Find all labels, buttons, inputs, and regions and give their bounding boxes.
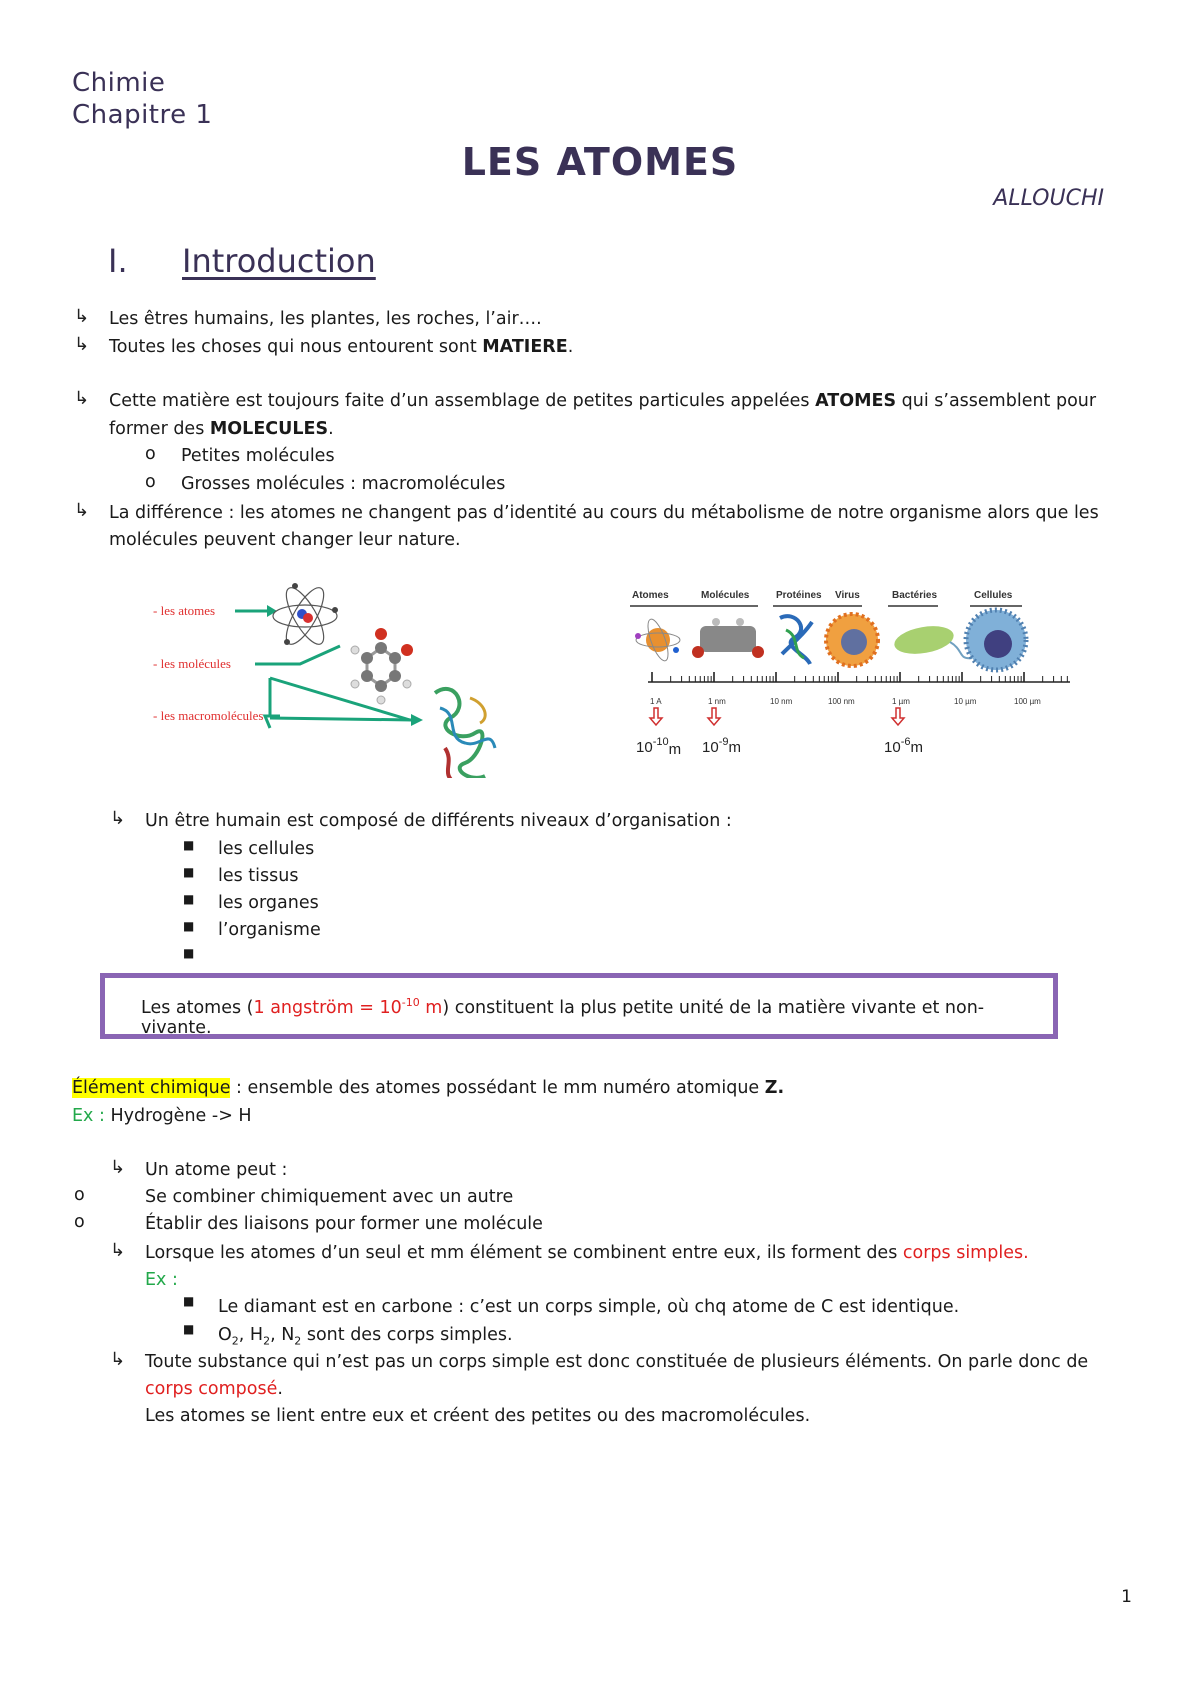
section-number: I. xyxy=(108,242,128,280)
scale-tick-label: 100 µm xyxy=(1014,697,1041,706)
scale-heading-cells: Cellules xyxy=(974,590,1013,601)
scale-exp-3: $10^{-6}m$ xyxy=(884,736,923,756)
arrow-bullet-icon: ↳ xyxy=(74,388,90,409)
down-arrow-icon xyxy=(892,708,904,725)
arrow-line xyxy=(255,646,340,664)
figure-label-macromolecules: - les macromolécules xyxy=(153,708,264,723)
scale-heading-molecules: Molécules xyxy=(701,590,750,601)
compound-last: Les atomes se lient entre eux et créent des petites ou des macromolécules. xyxy=(145,1406,811,1426)
figure-label-atoms: - les atomes xyxy=(153,603,216,618)
cell-icon xyxy=(966,610,1026,670)
document-title: LES ATOMES xyxy=(461,140,739,184)
scale-heading-atoms: Atomes xyxy=(632,590,669,601)
atom-option-2: Établir des liaisons pour former une molécule xyxy=(145,1214,543,1234)
arrow-bullet-icon: ↳ xyxy=(110,1349,126,1370)
atom-option-1: Se combiner chimiquement avec un autre xyxy=(145,1187,514,1207)
organisation-item: les cellules xyxy=(218,839,315,859)
figure-label-molecules: - les molécules xyxy=(153,656,231,671)
arrow-bullet-icon: ↳ xyxy=(110,1157,126,1178)
subject-header: Chimie xyxy=(72,68,166,98)
compound-line: Toute substance qui n’est pas un corps simple est donc constituée de plusieurs éléments. On parle donc de xyxy=(145,1352,1089,1372)
arrow-bullet-icon: ↳ xyxy=(110,1240,126,1261)
simple-example-2: $O_2$, $H_2$, $N_2$ sont des corps simples. xyxy=(218,1325,513,1348)
scale-tick-label: 10 µm xyxy=(954,697,977,706)
scale-heading-virus: Virus xyxy=(835,590,860,601)
circle-bullet-icon: o xyxy=(74,1212,85,1232)
scale-tick-label: 100 nm xyxy=(828,697,855,706)
molecule-icon xyxy=(351,628,413,704)
organisation-item: l’organisme xyxy=(218,920,321,940)
protein-icon xyxy=(780,616,812,664)
scale-tick-label: 1 µm xyxy=(892,697,910,706)
square-bullet-icon: ■ xyxy=(183,865,195,879)
scale-heading-bacteria: Bactéries xyxy=(892,590,938,601)
square-bullet-icon: ■ xyxy=(183,838,195,852)
circle-bullet-icon: o xyxy=(145,444,156,464)
arrow-bullet-icon: ↳ xyxy=(74,306,90,327)
atom-icon xyxy=(273,583,338,649)
size-scale-figure xyxy=(630,580,1080,760)
definition-text: Les atomes (1 angström = $10^{-10}$ m) constituent la plus petite unité de la matière vivante et non-vivante. xyxy=(141,996,985,1038)
intro-line-3b: former des MOLECULES. xyxy=(109,419,334,439)
arrow-bullet-icon: ↳ xyxy=(74,334,90,355)
arrow-bullet-icon: ↳ xyxy=(110,808,126,829)
intro-line-3: Cette matière est toujours faite d’un assemblage de petites particules appelées ATOMES qui s’assemblent pour xyxy=(109,391,1097,411)
arrow-head-icon xyxy=(411,714,423,726)
square-bullet-icon: ■ xyxy=(183,946,195,960)
scale-tick-label: 1 A xyxy=(650,697,662,706)
intro-line-1: Les êtres humains, les plantes, les roches, l’air…. xyxy=(109,309,542,329)
square-bullet-icon: ■ xyxy=(183,919,195,933)
simple-example-label: Ex : xyxy=(145,1270,178,1290)
organisation-item: les tissus xyxy=(218,866,299,886)
compound-term: corps composé. xyxy=(145,1379,283,1399)
simple-body-line: Lorsque les atomes d’un seul et mm élément se combinent entre eux, ils forment des corps simples. xyxy=(145,1243,1029,1263)
square-bullet-icon: ■ xyxy=(183,892,195,906)
organisation-item: les organes xyxy=(218,893,319,913)
scale-tick-label: 1 nm xyxy=(708,697,726,706)
square-bullet-icon: ■ xyxy=(183,1322,195,1336)
down-arrow-icon xyxy=(708,708,720,725)
intro-line-4b: molécules peuvent changer leur nature. xyxy=(109,530,461,550)
author-name: ALLOUCHI xyxy=(993,186,1104,211)
arrow-bullet-icon: ↳ xyxy=(74,500,90,521)
atom-lead: Un atome peut : xyxy=(145,1160,288,1180)
element-example: Ex : Hydrogène -> H xyxy=(72,1106,252,1126)
intro-sub-1: Petites molécules xyxy=(181,446,335,466)
intro-sub-2: Grosses molécules : macromolécules xyxy=(181,474,506,494)
page-number: 1 xyxy=(1121,1587,1132,1607)
section-heading xyxy=(108,242,376,280)
scale-tick-label: 10 nm xyxy=(770,697,793,706)
down-arrow-icon xyxy=(650,708,662,725)
organisation-lead: Un être humain est composé de différents niveaux d’organisation : xyxy=(145,811,732,831)
square-bullet-icon: ■ xyxy=(183,1294,195,1308)
element-definition: Élément chimique : ensemble des atomes possédant le mm numéro atomique Z. xyxy=(72,1078,785,1098)
atom-icon xyxy=(635,617,680,663)
protein-icon xyxy=(435,689,495,778)
circle-bullet-icon: o xyxy=(74,1185,85,1205)
scale-exp-1: $10^{-10}m$ xyxy=(636,736,682,758)
circle-bullet-icon: o xyxy=(145,472,156,492)
bacteria-icon xyxy=(892,622,972,658)
scale-ticks xyxy=(652,672,1067,682)
definition-box xyxy=(100,973,1058,1039)
intro-line-4: La différence : les atomes ne changent pas d’identité au cours du métabolisme de notre organisme alors que les xyxy=(109,503,1099,523)
molecule-icon xyxy=(692,618,764,658)
intro-line-2: Toutes les choses qui nous entourent sont MATIERE. xyxy=(109,337,574,357)
atoms-molecules-figure xyxy=(145,578,515,778)
virus-icon xyxy=(826,614,878,666)
scale-heading-proteins: Protéines xyxy=(776,590,822,601)
simple-example-1: Le diamant est en carbone : c’est un corps simple, où chq atome de C est identique. xyxy=(218,1297,960,1317)
section-title: Introduction xyxy=(182,242,376,280)
scale-exp-2: $10^{-9}m$ xyxy=(702,736,741,756)
chapter-header: Chapitre 1 xyxy=(72,100,213,130)
